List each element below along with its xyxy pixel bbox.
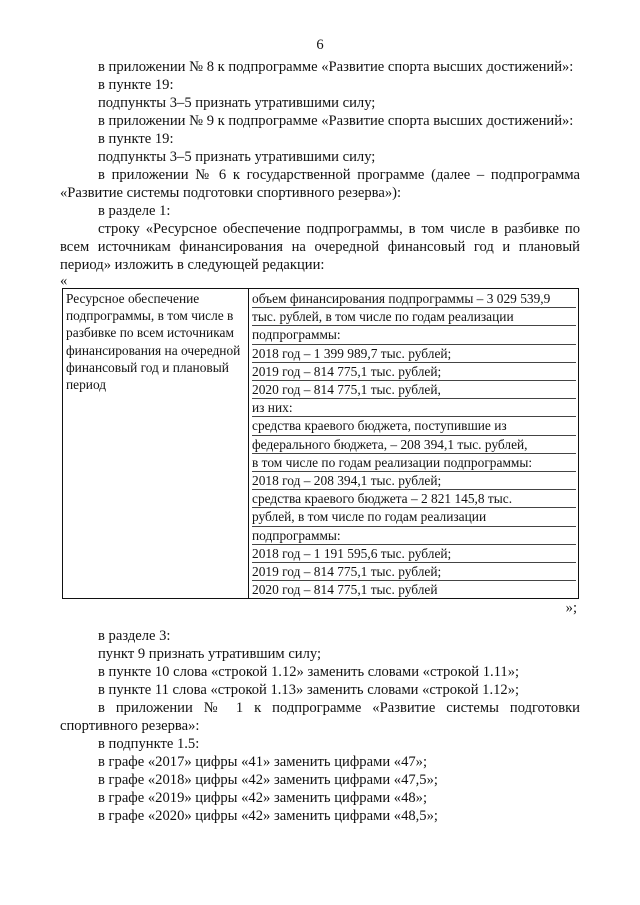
paragraph: в графе «2018» цифры «42» заменить цифрами «47,5»; — [98, 772, 438, 789]
table-line: 2020 год – 814 775,1 тыс. рублей — [252, 582, 438, 598]
table-line: средства краевого бюджета, поступившие из — [252, 417, 576, 435]
paragraph: в приложении № 1 к подпрограмме «Развитие системы подготовки спортивного резерва»: — [60, 700, 580, 735]
table-row — [63, 289, 579, 599]
table-line: федерального бюджета, – 208 394,1 тыс. рублей, — [252, 436, 576, 454]
paragraph: в графе «2017» цифры «41» заменить цифрами «47»; — [98, 754, 428, 771]
paragraph: в подпункте 1.5: — [98, 736, 200, 753]
paragraph: в пункте 10 слова «строкой 1.12» заменить словами «строкой 1.11»; — [98, 664, 520, 681]
paragraph: пункт 9 признать утратившим силу; — [98, 646, 322, 663]
document-body — [60, 58, 580, 825]
paragraph: в графе «2020» цифры «42» заменить цифрами «48,5»; — [98, 808, 438, 825]
paragraph: в разделе 1: — [98, 203, 171, 219]
table-line: из них: — [252, 399, 576, 417]
paragraph: в приложении № 8 к подпрограмме «Развитие спорта высших достижений»: — [98, 59, 574, 75]
table-cell-value — [249, 289, 579, 599]
table-line: тыс. рублей, в том числе по годам реализации — [252, 308, 576, 326]
table-line: 2020 год – 814 775,1 тыс. рублей, — [252, 381, 576, 399]
opening-quote: « — [60, 273, 68, 289]
paragraph: в приложении № 9 к подпрограмме «Развитие спорта высших достижений»: — [98, 113, 574, 129]
paragraph: в приложении № 6 к государственной программе (далее – подпрограмма «Развитие системы подготовки спортивного резерва»): — [60, 167, 580, 201]
paragraph: в разделе 3: — [98, 628, 171, 645]
table-line: в том числе по годам реализации подпрограммы: — [252, 454, 576, 472]
closing-quote: »; — [565, 600, 577, 617]
table-cell-label: Ресурсное обеспечение подпрограммы, в том числе в разбивке по всем источникам финансирования на очередной финансовый год и плановый период — [63, 289, 249, 599]
table-line: 2018 год – 1 399 989,7 тыс. рублей; — [252, 345, 576, 363]
paragraph: подпункты 3–5 признать утратившими силу; — [98, 149, 376, 165]
table-line: 2019 год – 814 775,1 тыс. рублей; — [252, 363, 576, 381]
paragraph: в пункте 11 слова «строкой 1.13» заменить словами «строкой 1.12»; — [98, 682, 520, 699]
paragraph: в пункте 19: — [98, 77, 174, 93]
resource-table — [62, 288, 579, 599]
paragraph: в графе «2019» цифры «42» заменить цифрами «48»; — [98, 790, 428, 807]
table-line: подпрограммы: — [252, 527, 576, 545]
table-line: объем финансирования подпрограммы – 3 029 539,9 — [252, 290, 576, 308]
table-line: 2019 год – 814 775,1 тыс. рублей; — [252, 563, 576, 581]
table-line: подпрограммы: — [252, 326, 576, 344]
table-line: 2018 год – 1 191 595,6 тыс. рублей; — [252, 545, 576, 563]
table-line: рублей, в том числе по годам реализации — [252, 508, 576, 526]
paragraph: в пункте 19: — [98, 131, 174, 147]
table-line: 2018 год – 208 394,1 тыс. рублей; — [252, 472, 576, 490]
paragraph: строку «Ресурсное обеспечение подпрограммы, в том числе в разбивке по всем источникам финансирования на очередной финансовый год и плановый период» изложить в следующей редакции: — [60, 221, 580, 273]
page-number: 6 — [316, 37, 324, 53]
table-line: средства краевого бюджета – 2 821 145,8 тыс. — [252, 490, 576, 508]
paragraph: подпункты 3–5 признать утратившими силу; — [98, 95, 376, 111]
